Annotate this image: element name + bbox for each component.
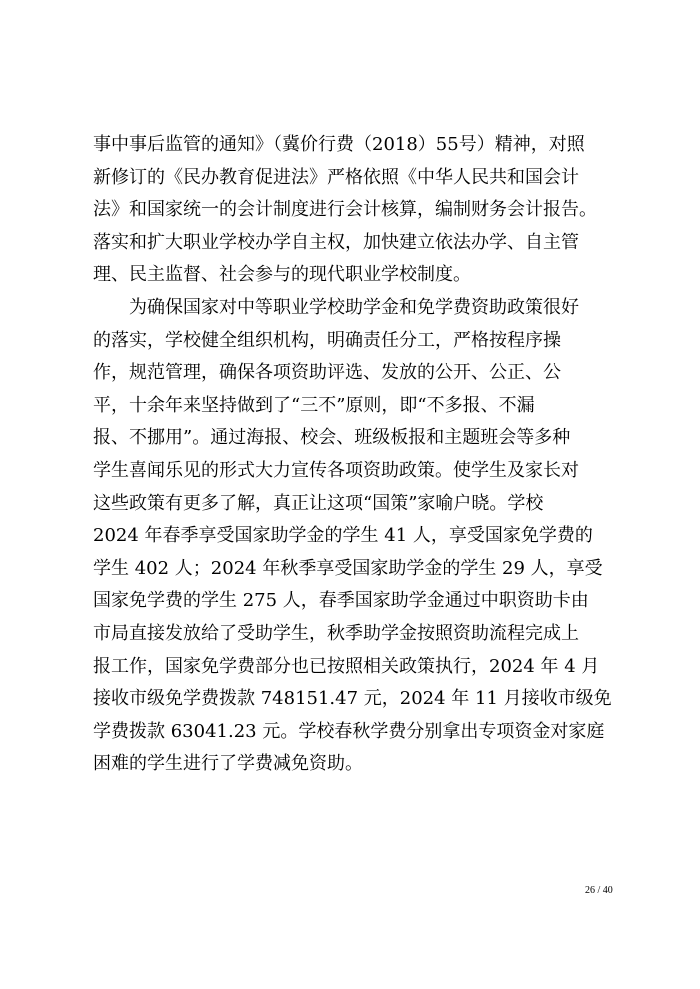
- text-line: 落实和扩大职业学校办学自主权，加快建立依法办学、自主管: [93, 231, 579, 253]
- text-line: 接收市级免学费拨款 748151.47 元，2024 年 11 月接收市级免: [93, 688, 612, 710]
- text-line: 2024 年春季享受国家助学金的学生 41 人，享受国家免学费的: [93, 525, 593, 547]
- text-line: 为确保国家对中等职业学校助学金和免学费资助政策很好: [93, 296, 579, 318]
- text-line: 学费拨款 63041.23 元。学校春秋学费分别拿出专项资金对家庭: [93, 720, 605, 742]
- text-line: 新修订的《民办教育促进法》严格依照《中华人民共和国会计: [93, 166, 579, 188]
- text-line: 事中事后监管的通知》（冀价行费（2018）55号）精神，对照: [93, 134, 585, 155]
- page-number: 26 / 40: [585, 885, 613, 896]
- body-text: [93, 129, 633, 781]
- text-line: 市局直接发放给了受助学生，秋季助学金按照资助流程完成上: [93, 622, 579, 644]
- text-line: 平，十余年来坚持做到了“三不”原则，即“不多报、不漏: [93, 394, 535, 416]
- text-line: 作，规范管理，确保各项资助评选、发放的公开、公正、公: [93, 362, 561, 384]
- text-line: 的落实，学校健全组织机构，明确责任分工，严格按程序操: [93, 329, 561, 351]
- text-line: 法》和国家统一的会计制度进行会计核算，编制财务会计报告。: [93, 199, 597, 221]
- text-line: 学生喜闻乐见的形式大力宣传各项资助政策。使学生及家长对: [93, 459, 579, 481]
- text-line: 这些政策有更多了解，真正让这项“国策”家喻户晓。学校: [93, 492, 544, 514]
- text-line: 困难的学生进行了学费减免资助。: [93, 753, 363, 775]
- text-line: 理、民主监督、社会参与的现代职业学校制度。: [93, 264, 471, 286]
- text-line: 国家免学费的学生 275 人，春季国家助学金通过中职资助卡由: [93, 590, 589, 612]
- text-line: 报、不挪用”。通过海报、校会、班级板报和主题班会等多种: [93, 427, 571, 449]
- text-line: 学生 402 人；2024 年秋季享受国家助学金的学生 29 人，享受: [93, 557, 603, 579]
- text-line: 报工作，国家免学费部分也已按照相关政策执行，2024 年 4 月: [93, 655, 600, 677]
